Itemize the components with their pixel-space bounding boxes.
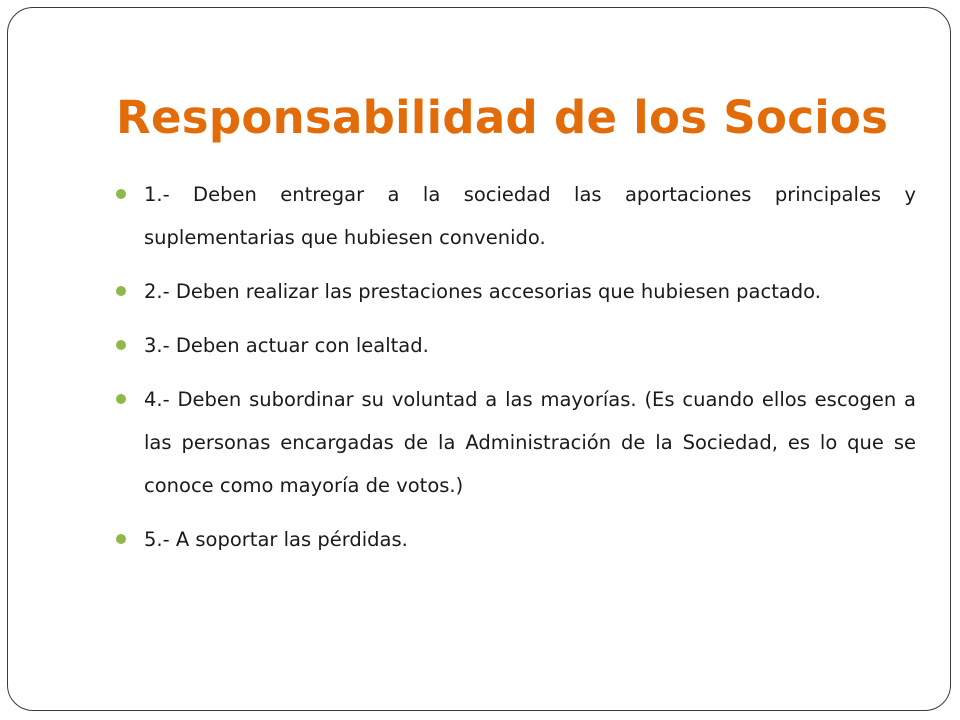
bullet-item-2: [116, 270, 916, 313]
bullet-dot-icon: [116, 189, 126, 199]
bullet-text-1: 1.- Deben entregar a la sociedad las aportaciones principales y suplementarias que hubiesen convenido.: [144, 183, 916, 249]
bullet-text-4: 4.- Deben subordinar su voluntad a las mayorías. (Es cuando ellos escogen a las personas encargadas de la Administración de la Sociedad, es lo que se conoce como mayoría de votos.): [144, 388, 916, 497]
bullet-dot-icon: [116, 394, 126, 404]
bullet-dot-icon: [116, 340, 126, 350]
bullet-dot-icon: [116, 534, 126, 544]
bullet-text-5: 5.- A soportar las pérdidas.: [144, 528, 408, 551]
bullet-dot-icon: [116, 286, 126, 296]
bullet-item-1: [116, 173, 916, 259]
bullet-item-5: [116, 518, 916, 561]
bullet-item-4: [116, 378, 916, 507]
bullet-list: [116, 173, 916, 572]
slide-frame: [7, 7, 951, 711]
bullet-text-2: 2.- Deben realizar las prestaciones accesorias que hubiesen pactado.: [144, 280, 821, 303]
bullet-text-3: 3.- Deben actuar con lealtad.: [144, 334, 429, 357]
bullet-item-3: [116, 324, 916, 367]
slide-title: Responsabilidad de los Socios: [116, 91, 889, 144]
